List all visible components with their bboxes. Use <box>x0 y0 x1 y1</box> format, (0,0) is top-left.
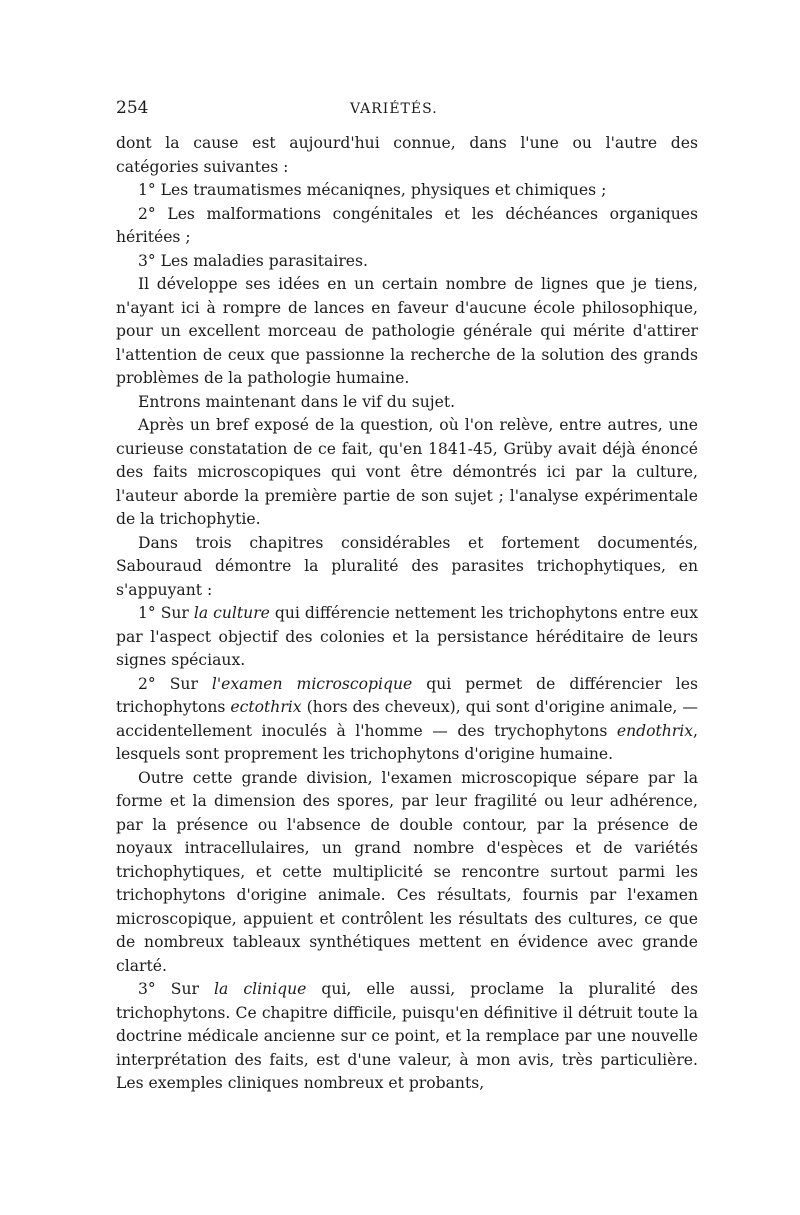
text-run: Outre cette grande division, l'examen microscopique sépare par la forme et la dimension des spores, par leur fragilité ou leur adhérence, par la présence ou l'absence de double contour, par la présence de noyaux intracellulaires, un grand nombre d'espèces et de variétés trichophytiques, et cette multiplicité se rencontre surtout parmi les trichophytons d'origine animale. Ces résultats, fournis par l'examen microscopique, appuient et contrôlent les résultats des cultures, ce que de nombreux tableaux synthétiques mettent en évidence avec grande clarté. <box>116 768 698 975</box>
paragraph <box>116 532 698 603</box>
text-run: qui, elle aussi, proclame la pluralité des trichophytons. Ce chapitre difficile, puisqu'en définitive il détruit toute la doctrine médicale ancienne sur ce point, et la remplace par une nouvelle interprétation des faits, est d'une valeur, à mon avis, très particulière. Les exemples cliniques nombreux et probants, <box>116 980 699 1092</box>
text-run: 1° Sur <box>138 604 194 622</box>
text-run: qui différencie nettement les trichophytons entre eux par l'aspect objectif des colonies et la persistance héréditaire de leurs signes spéciaux. <box>116 604 699 669</box>
running-head <box>116 98 698 128</box>
text-run: 2° Sur <box>138 674 212 693</box>
paragraph <box>116 250 698 274</box>
text-run: dont la cause est aujourd'hui connue, dans l'une ou l'autre des catégories suivantes : <box>116 134 698 176</box>
italic-phrase: la culture <box>193 604 270 622</box>
text-run: 2° Les malformations congénitales et les déchéances organiques héritées ; <box>116 204 698 246</box>
italic-phrase: l'examen microscopique <box>211 674 413 693</box>
text-run: 3° Sur <box>138 980 215 998</box>
text-run: , lesquels sont proprement les trichophytons d'origine humaine. <box>116 721 698 763</box>
paragraph <box>116 673 698 767</box>
paragraph <box>116 273 698 391</box>
text-run: Entrons maintenant dans le vif du sujet. <box>138 392 456 411</box>
text-run: Il développe ses idées en un certain nombre de lignes que je tiens, n'ayant ici à rompre de lances en faveur d'aucune école philosophique, pour un excellent morceau de pathologie générale qui mérite d'attirer l'attention de ceux que passionne la recherche de la solution des grands problèmes de la pathologie humaine. <box>116 275 698 387</box>
text-run: Après un bref exposé de la question, où l'on relève, entre autres, une curieuse constatation de ce fait, qu'en 1841-45, Grüby avait déjà énoncé des faits microscopiques qui vont être démontrés ici par la culture, l'auteur aborde la première partie de son sujet ; l'analyse expérimentale de la trichophytie. <box>116 416 698 528</box>
paragraph <box>116 132 698 179</box>
paragraph <box>116 391 698 415</box>
book-page <box>116 98 698 1096</box>
text-run: 1° Les traumatismes mécaniqnes, physiques et chimiques ; <box>138 181 607 199</box>
paragraph <box>116 414 698 532</box>
text-run: Dans trois chapitres considérables et fortement documentés, Sabouraud démontre la pluralité des parasites trichophytiques, en s'appuyant : <box>116 533 698 599</box>
paragraph <box>116 767 698 979</box>
italic-phrase: endothrix <box>616 721 694 740</box>
text-run: (hors des cheveux), qui sont d'origine animale, — accidentellement inoculés à l'homme — des trychophytons <box>116 698 698 740</box>
paragraph <box>116 602 698 673</box>
italic-phrase: la clinique <box>214 980 307 998</box>
paragraph <box>116 978 698 1096</box>
paragraph <box>116 203 698 250</box>
running-title: VARIÉTÉS. <box>350 101 438 117</box>
italic-phrase: ectothrix <box>230 698 302 716</box>
text-run: qui permet de différencier les trichophytons <box>116 674 698 716</box>
body-text <box>116 132 698 1096</box>
text-run: 3° Les maladies parasitaires. <box>138 251 368 270</box>
page-number: 254 <box>116 98 149 118</box>
paragraph <box>116 179 698 203</box>
